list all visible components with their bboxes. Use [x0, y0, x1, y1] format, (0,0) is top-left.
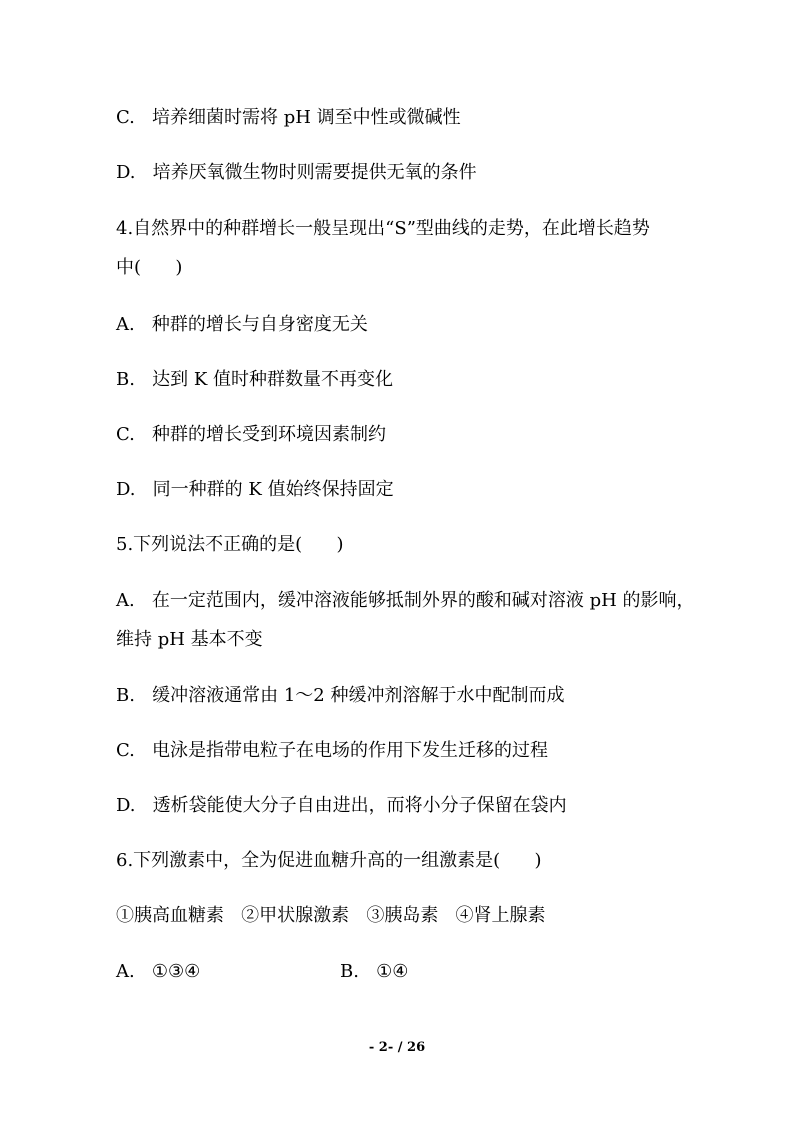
page-number: - 2- / 26 — [368, 1040, 426, 1055]
option-c-text: C. 培养细菌时需将 pH 调至中性或微碱性 — [116, 107, 461, 128]
question-6-text: 6.下列激素中，全为促进血糖升高的一组激素是( ) — [116, 850, 542, 871]
question-4-text-cont: 中( ) — [116, 257, 183, 278]
q5-option-b: B. 缓冲溶液通常由 1～2 种缓冲剂溶解于水中配制而成 — [116, 685, 565, 706]
q5-option-a: A. 在一定范围内，缓冲溶液能够抵制外界的酸和碱对溶液 pH 的影响， — [116, 590, 695, 611]
q4-option-d: D. 同一种群的 K 值始终保持固定 — [116, 479, 394, 500]
q4-option-c: C. 种群的增长受到环境因素制约 — [116, 424, 387, 445]
question-5-text: 5.下列说法不正确的是( ) — [116, 534, 344, 555]
q5-option-d: D. 透析袋能使大分子自由进出，而将小分子保留在袋内 — [116, 795, 567, 816]
q6-option-b: B. ①④ — [340, 961, 409, 982]
q4-option-a: A. 种群的增长与自身密度无关 — [116, 314, 368, 335]
q6-option-a: A. ①③④ — [116, 961, 201, 982]
q4-option-b: B. 达到 K 值时种群数量不再变化 — [116, 369, 394, 390]
q6-hormone-list: ①胰高血糖素 ②甲状腺激素 ③胰岛素 ④肾上腺素 — [116, 905, 546, 926]
option-d-text: D. 培养厌氧微生物时则需要提供无氧的条件 — [116, 162, 477, 183]
question-4-text: 4.自然界中的种群增长一般呈现出“S”型曲线的走势，在此增长趋势 — [116, 218, 650, 239]
q5-option-c: C. 电泳是指带电粒子在电场的作用下发生迁移的过程 — [116, 740, 549, 761]
q5-option-a-cont: 维持 pH 基本不变 — [116, 629, 263, 650]
